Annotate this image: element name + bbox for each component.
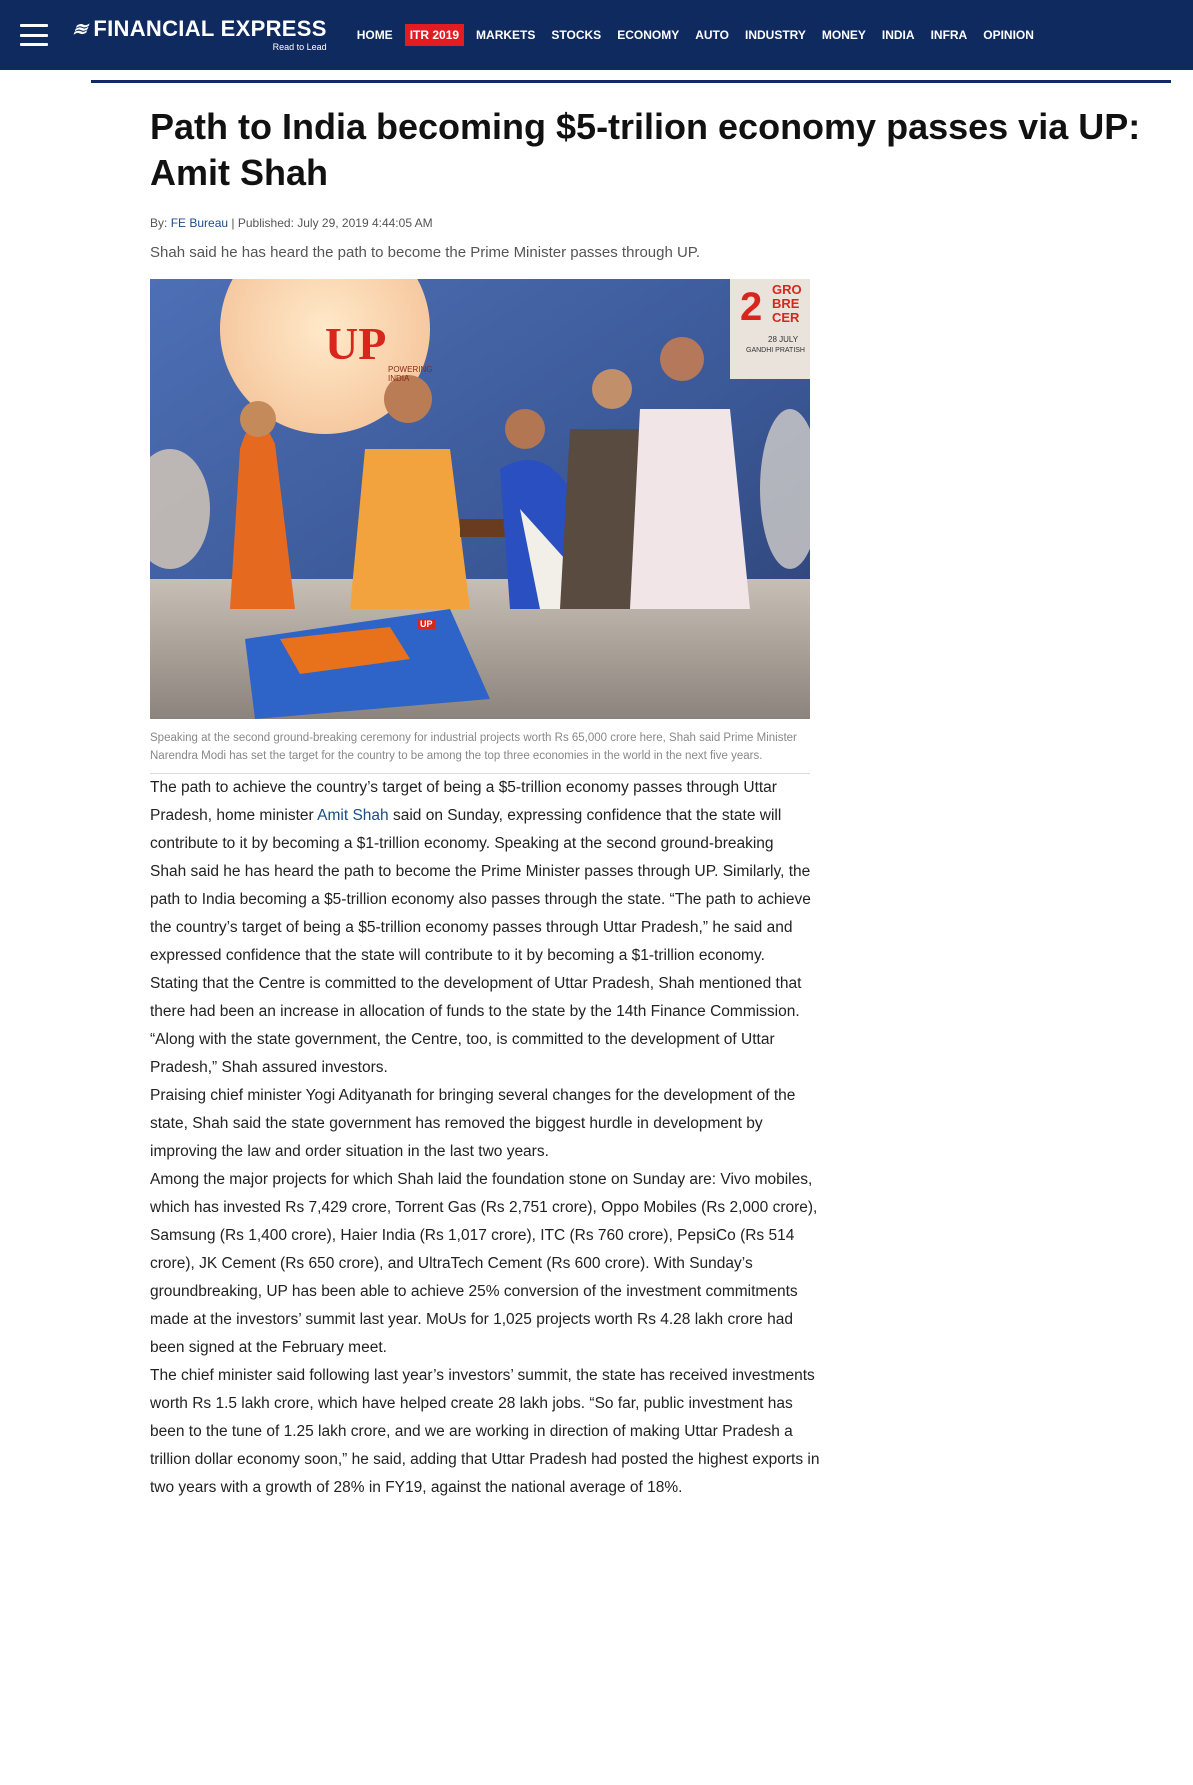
- article-photo: [150, 279, 810, 719]
- site-logo[interactable]: [70, 16, 327, 52]
- photo-caption: Speaking at the second ground-breaking ceremony for industrial projects worth Rs 65,000 crore here, Shah said Prime Minister Narendra Modi has set the target for the country to be among the top three economies in the world in the next five years.: [150, 729, 810, 774]
- nav-auto[interactable]: AUTO: [695, 28, 729, 42]
- article-body: [150, 774, 820, 1502]
- paragraph-1: The path to achieve the country’s target of being a $5-trillion economy passes through Uttar Pradesh, home minister Amit Shah said on Sunday, expressing confidence that the state will contribute to it by becoming a $1-trillion economy. Speaking at the second ground-breaking: [150, 779, 782, 852]
- article-summary: Shah said he has heard the path to become the Prime Minister passes through UP.: [150, 244, 701, 261]
- article: [150, 104, 1150, 1502]
- nav-home[interactable]: HOME: [356, 28, 393, 42]
- logo-mark-icon: ≋: [70, 19, 94, 39]
- paragraph-5: Among the major projects for which Shah laid the foundation stone on Sunday are: Vivo mobiles, which has invested Rs 7,429 crore, Torrent Gas (Rs 2,751 crore), Oppo Mobiles (Rs 2,000 crore), Samsung (Rs 1,400 crore), Haier India (Rs 1,017 crore), ITC (Rs 760 crore), PepsiCo (Rs 514 crore), JK Cement (Rs 650 crore), and UltraTech Cement (Rs 600 crore). With Sunday’s groundbreaking, UP has been able to achieve 25% conversion of the investment commitments made at the investors’ summit last year. MoUs for 1,025 projects worth Rs 4.28 lakh crore had been signed at the February meet.: [150, 1171, 818, 1356]
- menu-icon[interactable]: [20, 24, 48, 46]
- nav-stocks[interactable]: STOCKS: [551, 28, 602, 42]
- banner-venue: GANDHI PRATISH: [746, 347, 805, 354]
- nav-markets[interactable]: MARKETS: [476, 28, 536, 42]
- article-headline: Path to India becoming $5-trilion economy passes via UP: Amit Shah: [150, 106, 1141, 193]
- nav-itr-2019[interactable]: ITR 2019: [405, 24, 464, 46]
- nav-infra[interactable]: INFRA: [930, 28, 968, 42]
- header-divider: [91, 80, 1171, 83]
- logo-tagline: Read to Lead: [272, 42, 327, 52]
- banner-number: 2: [740, 285, 763, 329]
- article-figure: [150, 279, 810, 774]
- map-board-logo: UP: [420, 619, 433, 629]
- nav-opinion[interactable]: OPINION: [983, 28, 1034, 42]
- nav-industry[interactable]: INDUSTRY: [744, 28, 806, 42]
- paragraph-2: Shah said he has heard the path to become the Prime Minister passes through UP. Similarly, the path to India becoming a $5-trillion economy also passes through the state. “The path to achieve the country’s target of being a $5-trillion economy passes through Uttar Pradesh,” he said and expressed confidence that the state will contribute to it by becoming a $1-trillion economy.: [150, 863, 811, 964]
- published-date: | Published: July 29, 2019 4:44:05 AM: [231, 216, 433, 230]
- nav-money[interactable]: MONEY: [821, 28, 866, 42]
- paragraph-4: Praising chief minister Yogi Adityanath for bringing several changes for the development of the state, Shah said the state government has removed the biggest hurdle in development by improving the law and order situation in the last two years.: [150, 1087, 796, 1160]
- byline-prefix: By:: [150, 216, 168, 230]
- amit-shah-link[interactable]: Amit Shah: [317, 807, 389, 824]
- logo-text: FINANCIAL EXPRESS: [93, 16, 327, 41]
- author-link[interactable]: FE Bureau: [170, 216, 229, 230]
- up-logo-text: UP: [325, 318, 387, 369]
- paragraph-3: Stating that the Centre is committed to the development of Uttar Pradesh, Shah mentioned that there had been an increase in allocation of funds to the state by the 14th Finance Commission. “Along with the state government, the Centre, too, is committed to the development of Uttar Pradesh,” Shah assured investors.: [150, 975, 802, 1076]
- paragraph-6: The chief minister said following last year’s investors’ summit, the state has received investments worth Rs 1.5 lakh crore, which have helped create 28 lakh jobs. “So far, public investment has been to the tune of 1.25 lakh crore, and we are working in direction of making Uttar Pradesh a trillion dollar economy soon,” he said, adding that Uttar Pradesh had posted the highest exports in two years with a growth of 28% in FY19, against the national average of 18%.: [150, 1367, 820, 1496]
- main-nav: [357, 24, 1050, 46]
- banner-title: GRO BRE CER: [772, 282, 802, 325]
- byline: [150, 216, 1150, 230]
- nav-economy[interactable]: ECONOMY: [617, 28, 680, 42]
- photo-illustration: [150, 279, 810, 719]
- banner-date: 28 JULY: [768, 335, 799, 344]
- powering-india-text: POWERING INDIA: [388, 365, 433, 383]
- site-header: [0, 0, 1193, 70]
- nav-india[interactable]: INDIA: [881, 28, 915, 42]
